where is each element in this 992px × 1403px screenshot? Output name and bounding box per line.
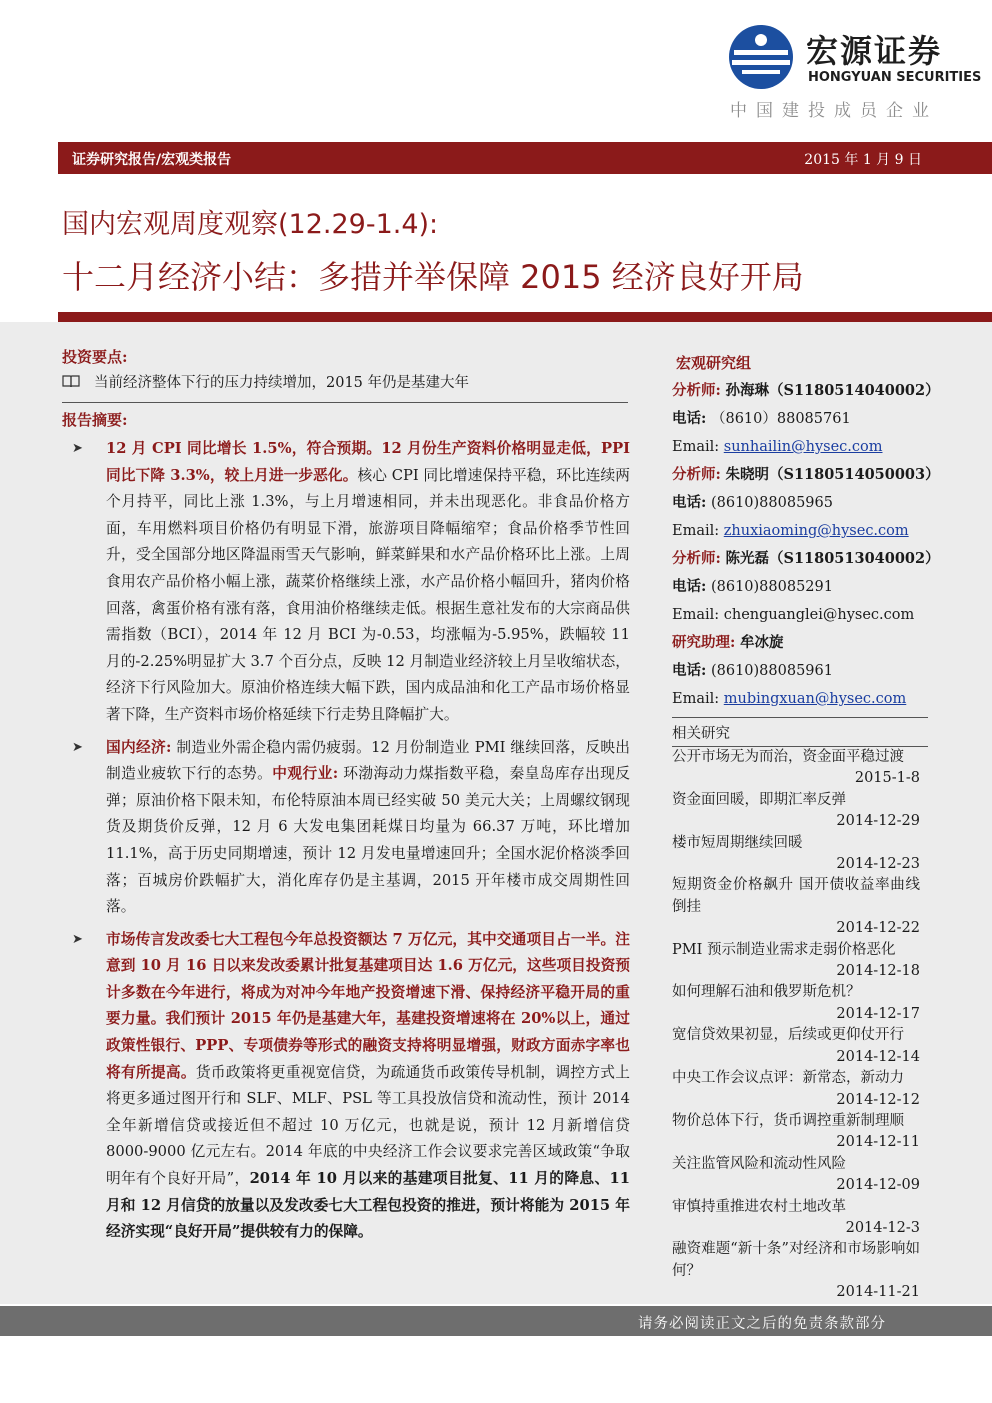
summary-heading: 报告摘要:: [62, 411, 128, 429]
related-item[interactable]: [672, 833, 920, 876]
related-item-date: 2014-12-22: [836, 920, 920, 937]
related-item-date: 2014-12-17: [836, 1005, 920, 1022]
related-item[interactable]: [672, 1239, 920, 1303]
analyst-label: 分析师:: [672, 550, 721, 567]
left-column: [62, 346, 630, 1246]
analyst-1-phone: [672, 409, 934, 429]
disclaimer-footer: [0, 1306, 992, 1336]
related-item[interactable]: [672, 790, 920, 833]
disclaimer-text: 请务必阅读正文之后的免责条款部分: [638, 1316, 886, 1332]
summary-item-cpi: [62, 436, 630, 729]
email-label: Email:: [672, 439, 720, 455]
related-item-title: 关注监管风险和流动性风险: [672, 1155, 846, 1172]
related-item-date: 2014-12-18: [836, 963, 920, 980]
summary-item-economy-text: 制造业外需企稳内需仍疲弱。12 月份制造业 PMI 继续回落，反映出制造业疲软下行的态势。: [106, 738, 630, 783]
related-item[interactable]: [672, 940, 920, 983]
related-item[interactable]: [672, 1154, 920, 1197]
related-item-title: 如何理解石油和俄罗斯危机？: [672, 984, 861, 1001]
report-category: 证券研究报告/宏观类报告: [72, 152, 232, 168]
related-item-title: 短期资金价格飙升 国开债收益率曲线倒挂: [672, 877, 920, 915]
analyst-name: 朱晓明（S1180514050003）: [725, 466, 940, 483]
summary-item-infrastructure: [62, 927, 630, 1246]
summary-item-infrastructure-text: 货币政策将更重视宽信贷，为疏通货币政策传导机制，调控方式上将更多通过图开行和 SLF、MLF、PSL 等工具投放信贷和流动性，预计 2014 全年新增信贷或接近但不超过 10 万亿元，也就是说，预计 12 月新增信贷 8000-9000 亿元左右。2014 年底的中央经济工作会议要求完善区域政策“争取明年有个良好开局”，: [106, 1063, 630, 1188]
assistant-phone: [672, 661, 934, 681]
investment-point: [62, 371, 630, 392]
right-column: [672, 352, 940, 1304]
email-label: Email:: [672, 691, 720, 707]
analyst-3: [672, 549, 940, 569]
phone-number: （8610）88085761: [710, 411, 851, 427]
related-item-title: 资金面回暖，即期汇率反弹: [672, 791, 846, 808]
summary-item-cpi-text: 核心 CPI 同比增速保持平稳，环比连续两个月持平，同比上涨 1.3%，与上月增速相同，并未出现恶化。非食品价格方面，车用燃料项目价格仍有明显下滑，旅游项目降幅缩窄；食品价格季节性回升，受全国部分地区降温雨雪天气影响，鲜菜鲜果和水产品价格环比上涨。上周食用农产品价格小幅上涨，蔬菜价格继续上涨，水产品价格小幅回升，猪肉价格回落，禽蛋价格有涨有落，食用油价格继续走低。根据生意社发布的大宗商品供需指数（BCI），2014 年 12 月 BCI 为-0.53，均涨幅为-5.95%，跌幅较 11 月的-2.25%明显扩大 3.7 个百分点，反映 12 月制造业经济较上月呈收缩状态，经济下行风险加大。原油价格连续大幅下跌，国内成品油和化工产品市场价格显著下降，生产资料市场价格延续下行走势且降幅扩大。: [106, 466, 630, 723]
analyst-name: 陈光磊（S1180513040002）: [725, 550, 940, 567]
related-item-title: 物价总体下行，货币调控重新制理顺: [672, 1112, 904, 1129]
summary-item-industry-label: 中观行业:: [272, 765, 339, 783]
phone-label: 电话:: [672, 494, 707, 511]
related-item[interactable]: [672, 1197, 920, 1240]
related-item-title: 中央工作会议点评：新常态，新动力: [672, 1070, 904, 1087]
logo-chinese-name: 宏源证券: [806, 32, 943, 70]
assistant: [672, 633, 934, 653]
investment-point-text: 当前经济整体下行的压力持续增加，2015 年仍是基建大年: [94, 375, 470, 391]
arrow-bullet-icon: ➤: [72, 441, 83, 456]
summary-item-industry-text: 环渤海动力煤指数平稳，秦皇岛库存出现反弹；原油价格下限未知，布伦特原油本周已经实破 50 美元大关；上周螺纹钢现货及期货价反弹，12 月 6 大发电集团耗煤日均量为 66.37 万吨，环比增加 11.1%，高于历史同期增速，预计 12 月发电量增速回升；全国水泥价格淡季回落；百城房价跌幅扩大，消化库存仍是主基调，2015 开年楼市成交周期性回落。: [106, 765, 630, 916]
analyst-label: 分析师:: [672, 382, 721, 399]
summary-item-economy: [62, 735, 630, 921]
phone-label: 电话:: [672, 662, 707, 679]
related-item-date: 2014-12-29: [836, 813, 920, 830]
related-item[interactable]: [672, 1025, 920, 1068]
analyst-2: [672, 465, 940, 485]
analyst-name: 孙海琳（S1180514040002）: [725, 382, 940, 399]
related-item[interactable]: [672, 982, 920, 1025]
analyst-label: 分析师:: [672, 466, 721, 483]
related-item-date: 2014-12-11: [836, 1134, 920, 1151]
related-item-title: 楼市短周期继续回暖: [672, 834, 803, 851]
related-item-date: 2014-11-21: [836, 1284, 920, 1301]
phone-label: 电话:: [672, 578, 707, 595]
divider: [672, 717, 928, 718]
email-link[interactable]: sunhailin@hysec.com: [723, 439, 883, 455]
summary-item-infrastructure-highlight: 市场传言发改委七大工程包今年总投资额达 7 万亿元，其中交通项目占一半。注意到 10 月 16 日以来发改委累计批复基建项目达 1.6 万亿元，这些项目投资预计多数在今年进行，将成为对冲今年地产投资增速下滑、保持经济平稳开局的重要力量。我们预计 2015 年仍是基建大年，基建投资增速将在 20%以上，通过政策性银行、PPP、专项债券等形式的融资支持将明显增强，财政方面赤字率也将有所提高。: [106, 930, 630, 1081]
phone-number: (8610)88085961: [710, 663, 833, 679]
related-item-title: 融资难题“新十条”对经济和市场影响如何？: [672, 1241, 920, 1279]
email-link[interactable]: zhuxiaoming@hysec.com: [723, 523, 909, 539]
assistant-email: [672, 689, 934, 709]
email-link[interactable]: mubingxuan@hysec.com: [723, 691, 907, 707]
related-item[interactable]: [672, 1111, 920, 1154]
report-date: 2015 年 1 月 9 日: [804, 152, 922, 168]
logo-slogan: 中国建投成员企业: [730, 101, 938, 121]
report-title-line1: 国内宏观周度观察(12.29-1.4):: [62, 209, 439, 240]
arrow-bullet-icon: ➤: [72, 931, 83, 947]
related-item-title: PMI 预示制造业需求走弱价格恶化: [672, 941, 896, 958]
related-item-title: 宽信贷效果初显，后续或更仰仗开行: [672, 1027, 904, 1044]
title-block: [0, 188, 992, 316]
related-item[interactable]: [672, 747, 920, 790]
related-item-date: 2014-12-14: [836, 1048, 920, 1065]
book-icon: [62, 375, 80, 388]
phone-number: (8610)88085291: [710, 579, 833, 595]
summary-item-economy-label: 国内经济:: [106, 738, 172, 756]
related-research-heading: 相关研究: [672, 726, 730, 742]
report-category-bar: [58, 142, 992, 174]
related-item-title: 公开市场无为而治，资金面平稳过渡: [672, 749, 904, 765]
related-research-list: [672, 747, 934, 1304]
email-label: Email:: [672, 607, 720, 623]
divider: [62, 402, 628, 403]
related-item-title: 审慎持重推进农村土地改革: [672, 1198, 846, 1215]
title-rule: [58, 312, 992, 322]
phone-label: 电话:: [672, 410, 707, 427]
research-group-heading: 宏观研究组: [676, 354, 752, 372]
related-item-date: 2014-12-23: [836, 856, 920, 873]
assistant-name: 牟冰旋: [739, 634, 784, 651]
analyst-3-phone: [672, 577, 934, 597]
page-bottom-margin: [0, 1336, 992, 1403]
email-label: Email:: [672, 523, 720, 539]
related-item-date: 2014-12-12: [836, 1091, 920, 1108]
analyst-1: [672, 381, 940, 401]
analyst-1-email: [672, 437, 934, 457]
arrow-bullet-icon: ➤: [72, 739, 83, 755]
related-item-date: 2014-12-3: [845, 1219, 920, 1236]
analyst-3-email: [672, 605, 934, 625]
logo-english-name: HONGYUAN SECURITIES: [808, 70, 982, 85]
company-logo: [728, 22, 982, 122]
report-title-line2: 十二月经济小结：多措并举保障 2015 经济良好开局: [62, 258, 804, 296]
hongyuan-logo-icon: [728, 24, 794, 90]
summary-item-cpi-highlight: 12 月 CPI 同比增长 1.5%，符合预期。12 月份生产资料价格明显走低，PPI 同比下降 3.3%，较上月进一步恶化。: [106, 440, 630, 484]
summary-item-infrastructure-conclusion: 2014 年 10 月以来的基建项目批复、11 月的降息、11 月和 12 月信贷的放量以及发改委七大工程包投资的推进，预计将能为 2015 年经济实现“良好开局”提供较有力的保障。: [106, 1170, 630, 1241]
related-item-date: 2015-1-8: [854, 770, 920, 787]
investment-points-heading: 投资要点:: [62, 348, 128, 366]
related-item[interactable]: [672, 875, 920, 939]
related-item-date: 2014-12-09: [836, 1177, 920, 1194]
analyst-2-email: [672, 521, 934, 541]
phone-number: (8610)88085965: [710, 495, 833, 511]
related-item[interactable]: [672, 1068, 920, 1111]
email-text: chenguanglei@hysec.com: [723, 607, 915, 623]
assistant-label: 研究助理:: [672, 634, 736, 651]
analyst-2-phone: [672, 493, 934, 513]
